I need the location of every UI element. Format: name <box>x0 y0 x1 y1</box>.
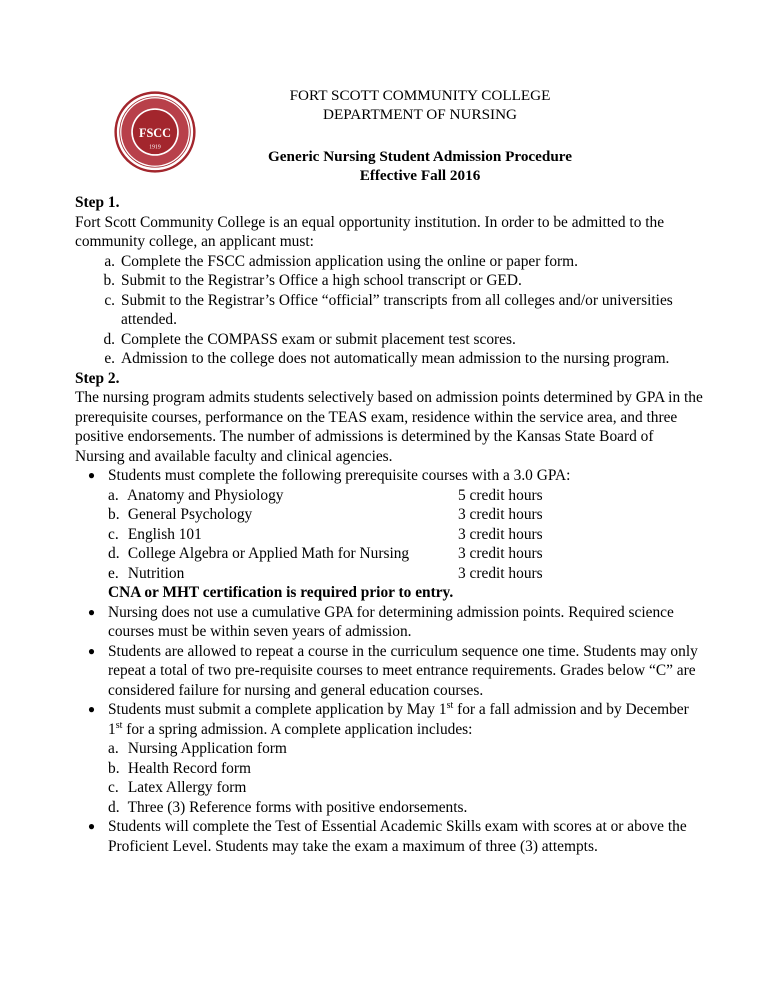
department-name: DEPARTMENT OF NURSING <box>322 106 518 123</box>
list-item: a. Nursing Application form <box>108 740 287 757</box>
college-name: FORT SCOTT COMMUNITY COLLEGE <box>289 87 551 104</box>
course-row: b. General Psychology 3 credit hours <box>108 506 543 523</box>
college-seal-logo <box>114 91 196 173</box>
effective-date: Effective Fall 2016 <box>359 167 481 184</box>
bullet-item <box>75 466 705 603</box>
bullet-item <box>75 603 705 642</box>
list-item: c. Latex Allergy form <box>108 779 247 796</box>
step2-bullet-list <box>75 466 705 856</box>
course-row: c. English 101 3 credit hours <box>108 525 543 543</box>
bullet-icon: ● <box>87 819 96 833</box>
list-item: e. Admission to the college does not automatically mean admission to the nursing program. <box>104 350 670 367</box>
svg-text:1919: 1919 <box>149 144 161 151</box>
document-title <box>230 147 610 185</box>
list-item: d. Three (3) Reference forms with positive endorsements. <box>108 798 468 816</box>
bullet-icon: ● <box>87 643 96 658</box>
svg-text:FSCC: FSCC <box>138 125 172 140</box>
list-item: b. Health Record form <box>108 759 251 777</box>
certification-note: CNA or MHT certification is required prior to entry. <box>108 584 454 601</box>
bullet-item <box>75 700 705 817</box>
gpa-note: Nursing does not use a cumulative GPA for determining admission points. Required science courses must be within seven years of admission. <box>108 603 674 640</box>
prereq-intro: Students must complete the following prerequisite courses with a 3.0 GPA: <box>108 467 571 484</box>
document-header <box>270 86 570 124</box>
teas-note: Students will complete the Test of Essential Academic Skills exam with scores at or above the Proficient Level. Students may take the exam a maximum of three (3) attempts. <box>108 818 687 855</box>
list-item: a. Complete the FSCC admission application using the online or paper form. <box>104 252 578 270</box>
step2-heading: Step 2. <box>75 369 120 387</box>
step1-heading: Step 1. <box>75 194 120 211</box>
list-item: d. Complete the COMPASS exam or submit placement test scores. <box>103 330 516 348</box>
bullet-icon: ● <box>87 604 96 619</box>
step1-requirements-list <box>75 252 705 369</box>
course-row: e. Nutrition 3 credit hours <box>108 564 543 582</box>
repeat-note: Students are allowed to repeat a course in the curriculum sequence one time. Students may only repeat a total of two pre-requisite courses to meet entrance requirements. Grades below “C” are considered failure for nursing and general education courses. <box>108 642 698 699</box>
title-line: Generic Nursing Student Admission Procedure <box>267 148 573 165</box>
deadline-note: Students must submit a complete application by May 1st for a fall admission and by December 1st for a spring admission. A complete application includes: <box>108 699 689 738</box>
course-row: d. College Algebra or Applied Math for Nursing 3 credit hours <box>108 545 543 562</box>
prereq-course-list <box>108 486 705 584</box>
bullet-icon: ● <box>87 468 96 482</box>
course-row: a. Anatomy and Physiology 5 credit hours <box>108 486 543 504</box>
bullet-item <box>75 817 705 856</box>
application-items-list <box>108 739 705 817</box>
document-body <box>75 193 705 856</box>
bullet-icon: ● <box>87 702 96 716</box>
step1-intro: Fort Scott Community College is an equal opportunity institution. In order to be admitted to the community college, an applicant must: <box>75 213 665 250</box>
step2-intro: The nursing program admits students selectively based on admission points determined by GPA in the prerequisite courses, performance on the TEAS exam, residence within the service area, and three positive endorsements. The number of admissions is determined by the Kansas State Board of Nursing and available faculty and clinical agencies. <box>75 389 703 465</box>
list-item: b. Submit to the Registrar’s Office a high school transcript or GED. <box>103 272 522 289</box>
list-item: c. Submit to the Registrar’s Office “official” transcripts from all colleges and/or universities attended. <box>104 291 673 328</box>
bullet-item <box>75 642 705 701</box>
